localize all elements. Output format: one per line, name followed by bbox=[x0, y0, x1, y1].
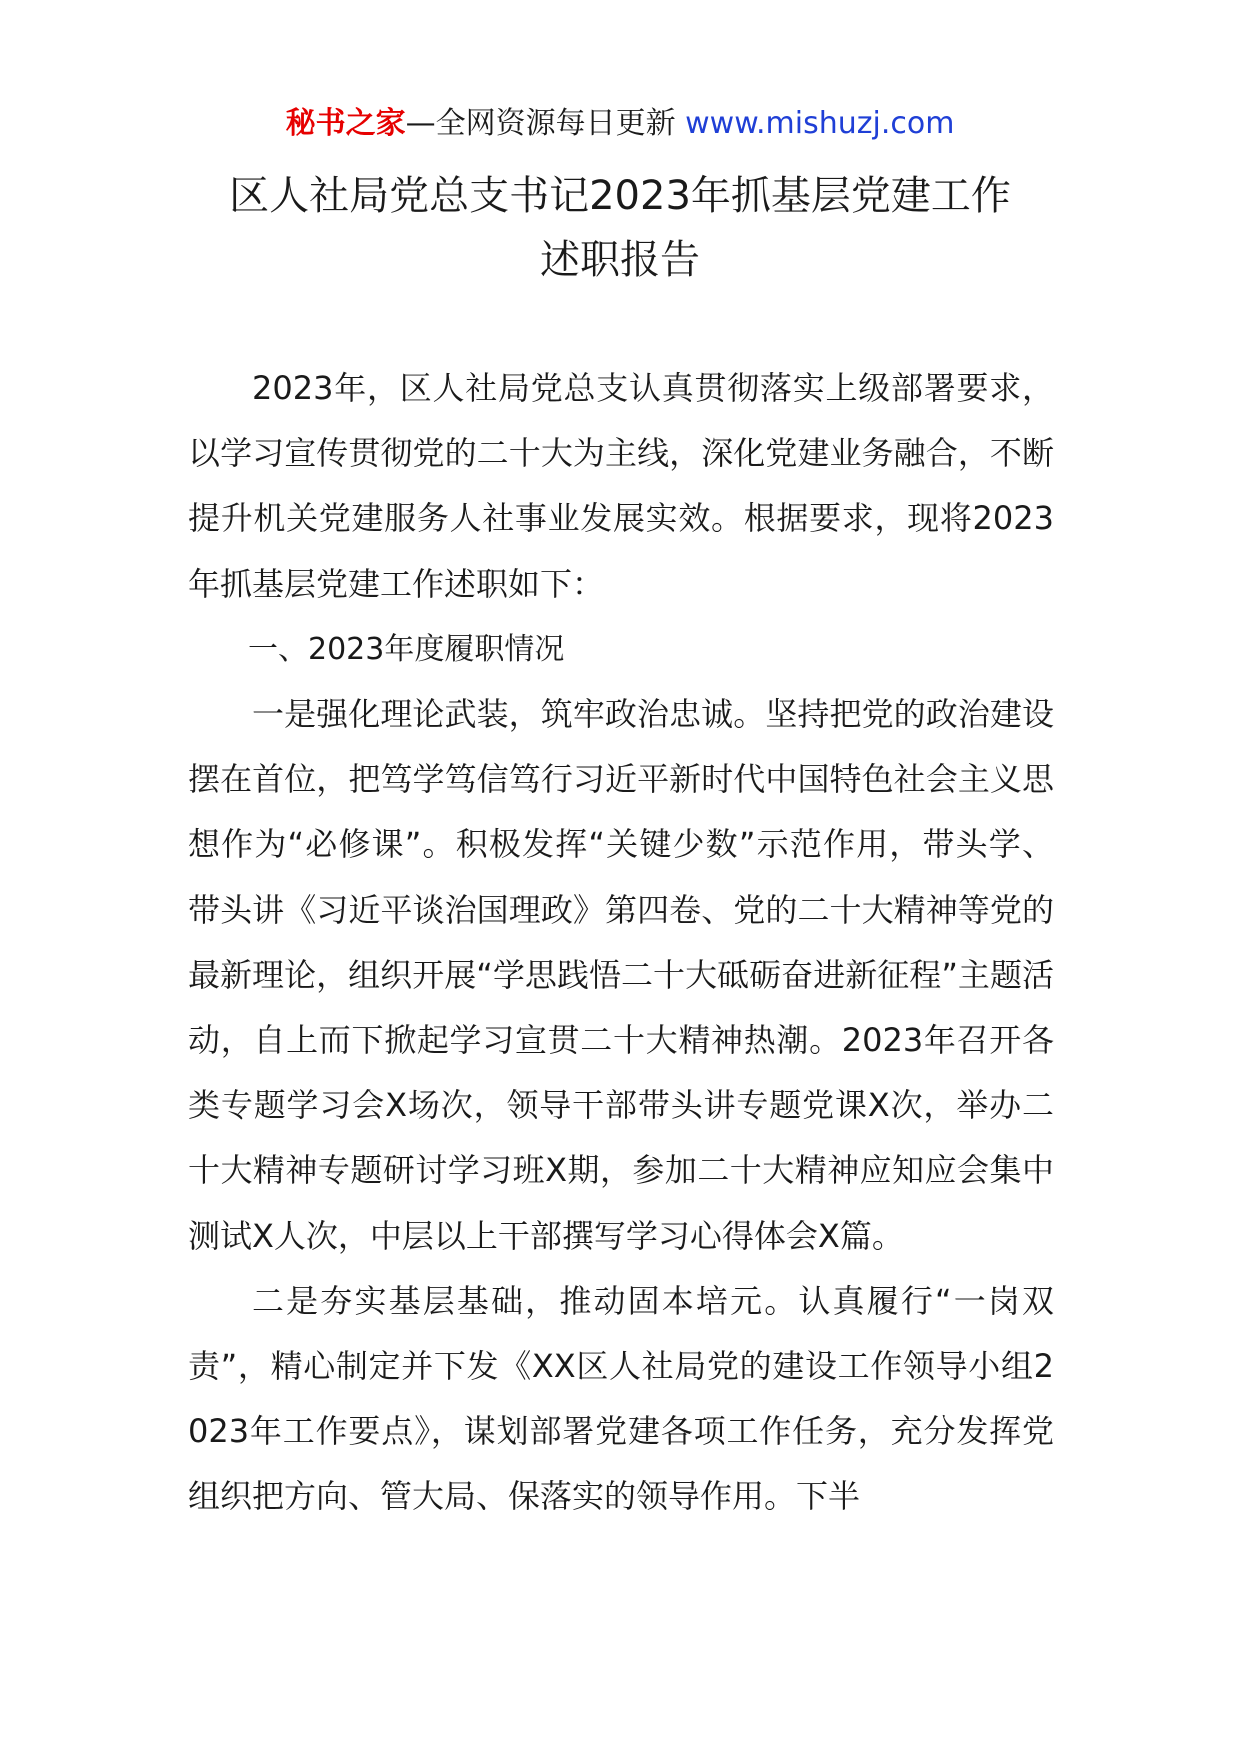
document-title bbox=[0, 164, 1240, 292]
site-brand: 秘书之家 bbox=[285, 106, 406, 141]
title-line-1: 区人社局党总支书记2023年抓基层党建工作 bbox=[229, 173, 1011, 219]
body-paragraph: 二是夯实基层基础，推动固本培元。认真履行“一岗双责”，精心制定并下发《XX区人社局党的建设工作领导小组2023年工作要点》，谋划部署党建各项工作任务，充分发挥党组织把方向、管大局、保落实的领导作用。下半 bbox=[188, 1281, 1054, 1516]
site-header bbox=[0, 102, 1240, 146]
intro-paragraph: 2023年，区人社局党总支认真贯彻落实上级部署要求，以学习宣传贯彻党的二十大为主线，深化党建业务融合，不断提升机关党建服务人社事业发展实效。根据要求，现将2023年抓基层党建工作述职如下： bbox=[188, 369, 1054, 603]
title-line-2: 述职报告 bbox=[540, 237, 700, 283]
document-body bbox=[188, 356, 1054, 1530]
section-heading: 一、2023年度履职情况 bbox=[248, 631, 565, 667]
site-url-link[interactable]: www.mishuzj.com bbox=[685, 106, 955, 141]
body-paragraph: 一是强化理论武装，筑牢政治忠诚。坚持把党的政治建设摆在首位，把笃学笃信笃行习近平新时代中国特色社会主义思想作为“必修课”。积极发挥“关键少数”示范作用，带头学、带头讲《习近平谈治国理政》第四卷、党的二十大精神等党的最新理论，组织开展“学思践悟二十大砥砺奋进新征程”主题活动，自上而下掀起学习宣贯二十大精神热潮。2023年召开各类专题学习会X场次，领导干部带头讲专题党课X次，举办二十大精神专题研讨学习班X期，参加二十大精神应知应会集中测试X人次，中层以上干部撰写学习心得体会X篇。 bbox=[188, 695, 1054, 1255]
site-tagline: —全网资源每日更新 bbox=[405, 106, 686, 141]
